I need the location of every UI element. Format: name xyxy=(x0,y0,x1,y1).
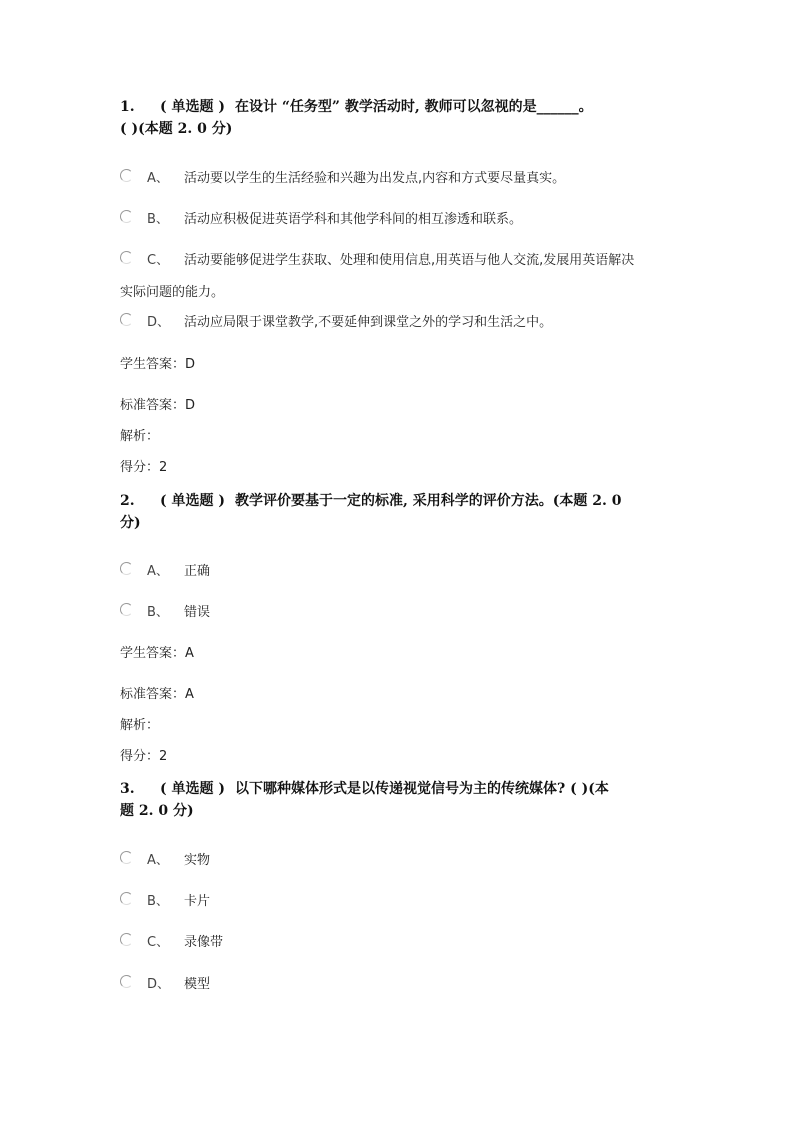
option-text: 活动应积极促进英语学科和其他学科间的相互渗透和联系。 xyxy=(184,212,523,227)
radio-icon[interactable] xyxy=(120,975,133,988)
option-text: 正确 xyxy=(184,564,211,579)
question-tail: 分) xyxy=(120,515,141,531)
radio-icon[interactable] xyxy=(120,603,133,616)
question-type: ( 单选题 ) xyxy=(160,99,225,115)
option-letter: C、 xyxy=(147,253,170,268)
option-letter: D、 xyxy=(147,977,171,992)
question-tail: ( )(本题 2. 0 分) xyxy=(120,121,233,137)
radio-icon[interactable] xyxy=(120,851,133,864)
standard-answer: 标准答案：A xyxy=(120,687,194,702)
question-stem: 以下哪种媒体形式是以传递视觉信号为主的传统媒体? ( )(本 xyxy=(235,781,609,797)
option-text: 实物 xyxy=(184,853,211,868)
option-letter: A、 xyxy=(147,564,169,579)
question-tail: 题 2. 0 分) xyxy=(120,803,194,819)
analysis-label: 解析： xyxy=(120,429,160,444)
radio-icon[interactable] xyxy=(120,169,133,182)
radio-icon[interactable] xyxy=(120,251,133,264)
option-text: 卡片 xyxy=(184,894,211,909)
radio-icon[interactable] xyxy=(120,313,133,326)
analysis-label: 解析： xyxy=(120,718,160,733)
option-text-continued: 实际问题的能力。 xyxy=(120,285,225,300)
radio-icon[interactable] xyxy=(120,892,133,905)
option-text: 模型 xyxy=(184,977,211,992)
option-text: 活动要能够促进学生获取、处理和使用信息,用英语与他人交流,发展用英语解决 xyxy=(184,253,635,268)
radio-icon[interactable] xyxy=(120,933,133,946)
option-letter: C、 xyxy=(147,935,170,950)
radio-icon[interactable] xyxy=(120,562,133,575)
question-2-header xyxy=(120,490,621,534)
question-3-header xyxy=(120,778,609,822)
question-stem: 在设计 “任务型” 教学活动时, 教师可以忽视的是______。 xyxy=(235,99,593,115)
option-text: 活动应局限于课堂教学,不要延伸到课堂之外的学习和生活之中。 xyxy=(184,315,553,330)
option-letter: A、 xyxy=(147,171,169,186)
radio-icon[interactable] xyxy=(120,210,133,223)
option-letter: A、 xyxy=(147,853,169,868)
question-number: 1. xyxy=(120,99,135,115)
question-type: ( 单选题 ) xyxy=(160,781,225,797)
student-answer: 学生答案：D xyxy=(120,357,196,372)
option-text: 活动要以学生的生活经验和兴趣为出发点,内容和方式要尽量真实。 xyxy=(184,171,566,186)
option-letter: D、 xyxy=(147,315,171,330)
standard-answer: 标准答案：D xyxy=(120,398,196,413)
option-text: 录像带 xyxy=(184,935,224,950)
option-letter: B、 xyxy=(147,605,169,620)
student-answer: 学生答案：A xyxy=(120,646,194,661)
question-stem: 教学评价要基于一定的标准, 采用科学的评价方法。(本题 2. 0 xyxy=(235,493,622,509)
option-text: 错误 xyxy=(184,605,211,620)
question-type: ( 单选题 ) xyxy=(160,493,225,509)
score: 得分：2 xyxy=(120,749,168,764)
option-letter: B、 xyxy=(147,894,169,909)
question-number: 2. xyxy=(120,493,135,509)
question-1-header xyxy=(120,96,593,140)
score: 得分：2 xyxy=(120,460,168,475)
question-number: 3. xyxy=(120,781,135,797)
option-letter: B、 xyxy=(147,212,169,227)
